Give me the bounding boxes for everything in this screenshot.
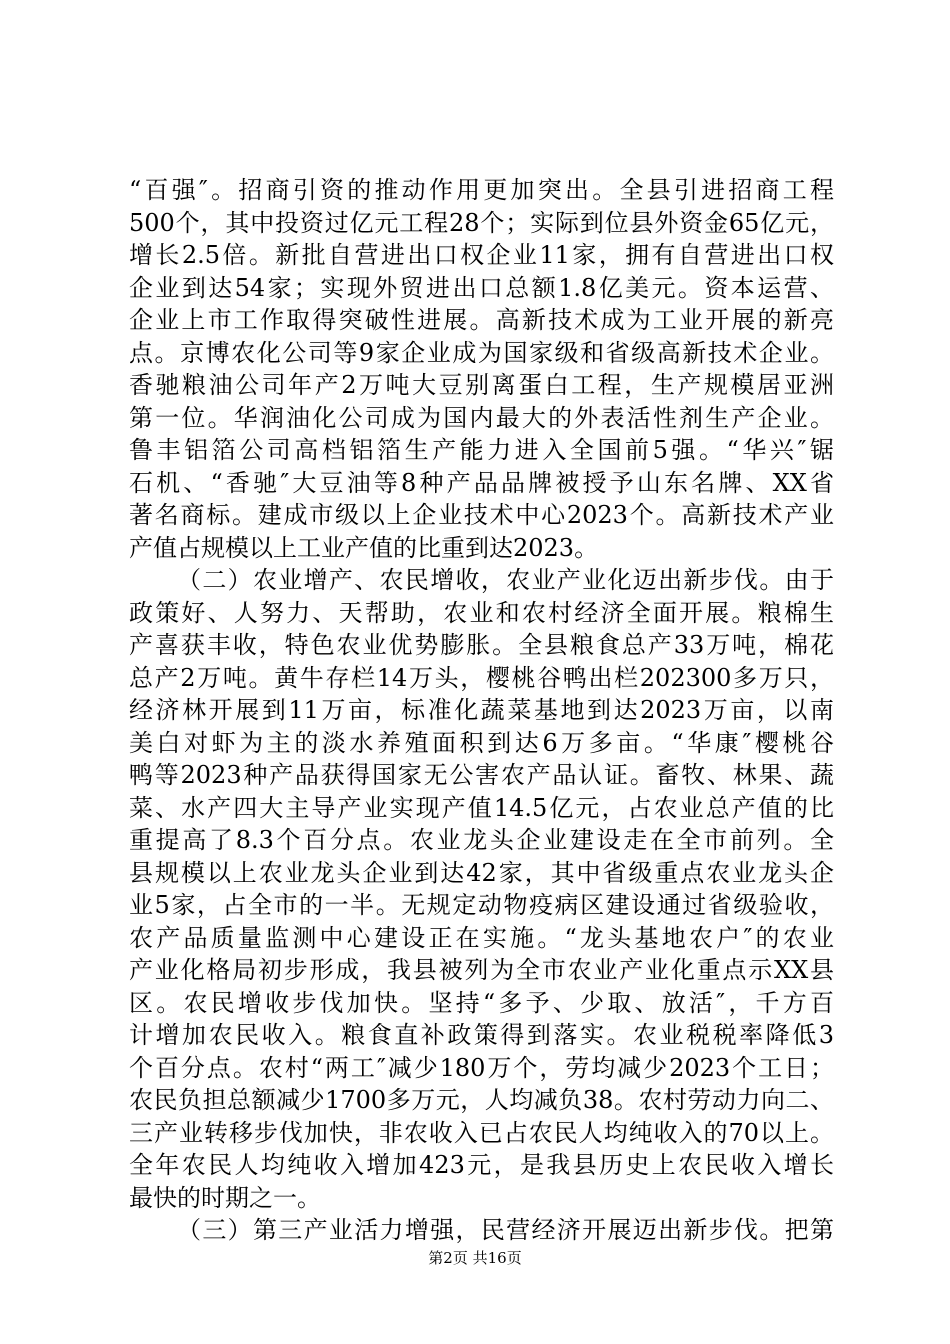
text-line: 经济林开展到11万亩，标准化蔬菜基地到达2023万亩，以南 [129, 696, 834, 724]
text-line: 农民负担总额减少1700多万元，人均减负38。农村劳动力向二、 [129, 1086, 834, 1114]
text-line: 产业化格局初步形成，我县被列为全市农业产业化重点示XX县 [129, 956, 834, 984]
paragraph-start-line: （三）第三产业活力增强，民营经济开展迈出新步伐。把第 [177, 1216, 834, 1244]
text-line: 总产2万吨。黄牛存栏14万头，樱桃谷鸭出栏202300多万只， [129, 663, 834, 692]
text-line: 企业上市工作取得突破性进展。高新技术成为工业开展的新亮 [129, 306, 834, 334]
text-line: 菜、水产四大主导产业实现产值14.5亿元，占农业总产值的比 [129, 793, 834, 822]
text-line: 最快的时期之一。 [129, 1183, 321, 1212]
page-footer: 第2页 共16页 [428, 1249, 522, 1267]
text-line: 县规模以上农业龙头企业到达42家，其中省级重点农业龙头企 [129, 858, 834, 887]
text-line: 石机、“香驰″大豆油等8种产品品牌被授予山东名牌、XX省 [129, 468, 834, 497]
text-line: 计增加农民收入。粮食直补政策得到落实。农业税税率降低3 [129, 1021, 834, 1049]
text-line: 全年农民人均纯收入增加423元，是我县历史上农民收入增长 [129, 1151, 834, 1179]
text-line: “百强″。招商引资的推动作用更加突出。全县引进招商工程 [129, 176, 834, 204]
text-line: 美白对虾为主的淡水养殖面积到达6万多亩。“华康″樱桃谷 [129, 728, 834, 757]
paragraph-start-line: （二）农业增产、农民增收，农业产业化迈出新步伐。由于 [177, 566, 834, 594]
text-line: 农产品质量监测中心建设正在实施。“龙头基地农户″的农业 [129, 923, 834, 952]
text-line: 500个，其中投资过亿元工程28个；实际到位县外资金65亿元， [129, 208, 834, 237]
text-line: 业5家，占全市的一半。无规定动物疫病区建设通过省级验收， [129, 891, 834, 919]
text-line: 香驰粮油公司年产2万吨大豆别离蛋白工程，生产规模居亚洲 [129, 371, 834, 399]
text-line: 产喜获丰收，特色农业优势膨胀。全县粮食总产33万吨，棉花 [129, 631, 834, 659]
text-line: 企业到达54家；实现外贸进出口总额1.8亿美元。资本运营、 [129, 273, 834, 302]
body-text [129, 174, 834, 1247]
text-line: 著名商标。建成市级以上企业技术中心2023个。高新技术产业 [129, 501, 834, 529]
text-line: 点。京博农化公司等9家企业成为国家级和省级高新技术企业。 [129, 338, 834, 367]
text-line: 个百分点。农村“两工″减少180万个，劳均减少2023个工日； [129, 1053, 834, 1082]
text-line: 鸭等2023种产品获得国家无公害农产品认证。畜牧、林果、蔬 [129, 761, 834, 789]
text-line: 产值占规模以上工业产值的比重到达2023。 [129, 533, 599, 562]
text-line: 第一位。华润油化公司成为国内最大的外表活性剂生产企业。 [129, 403, 834, 432]
text-line: 区。农民增收步伐加快。坚持“多予、少取、放活″，千方百 [129, 988, 834, 1017]
text-line: 重提高了8.3个百分点。农业龙头企业建设走在全市前列。全 [129, 826, 834, 854]
text-line: 增长2.5倍。新批自营进出口权企业11家，拥有自营进出口权 [129, 241, 834, 269]
text-line: 政策好、人努力、天帮助，农业和农村经济全面开展。粮棉生 [129, 598, 834, 627]
text-line: 三产业转移步伐加快，非农收入已占农民人均纯收入的70以上。 [129, 1118, 834, 1147]
text-line: 鲁丰铝箔公司高档铝箔生产能力进入全国前5强。“华兴″锯 [129, 436, 834, 464]
